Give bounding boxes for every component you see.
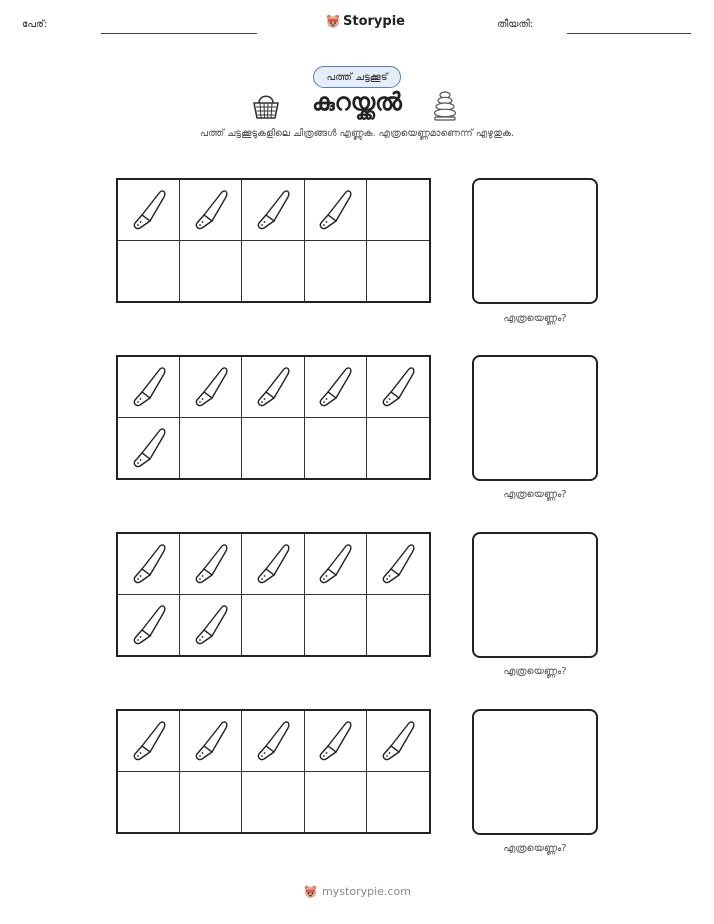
answer-box-4[interactable] bbox=[472, 709, 598, 835]
topic-pill: പത്ത് ചട്ടക്കൂട് bbox=[313, 66, 401, 88]
frame-cell bbox=[180, 711, 242, 772]
frame-cell bbox=[367, 772, 429, 833]
ring-stack-icon bbox=[432, 90, 458, 122]
frame-cell bbox=[367, 418, 429, 479]
frame-cell bbox=[118, 595, 180, 656]
answer-box-2[interactable] bbox=[472, 355, 598, 481]
frame-cell bbox=[305, 595, 367, 656]
frame-cell bbox=[180, 595, 242, 656]
frame-cell bbox=[367, 534, 429, 595]
frame-cell bbox=[118, 772, 180, 833]
frame-cell bbox=[242, 711, 304, 772]
how-many-label-2: എത്രയെണ്ണം? bbox=[503, 489, 567, 500]
knife-icon bbox=[191, 601, 231, 649]
knife-icon bbox=[315, 186, 355, 234]
frame-cell bbox=[242, 418, 304, 479]
storypie-bear-icon bbox=[325, 13, 341, 29]
frame-cell bbox=[305, 711, 367, 772]
how-many-label-1: എത്രയെണ്ണം? bbox=[503, 313, 567, 324]
frame-cell bbox=[242, 180, 304, 241]
frame-cell bbox=[305, 357, 367, 418]
knife-icon bbox=[191, 717, 231, 765]
knife-icon bbox=[191, 540, 231, 588]
knife-icon bbox=[378, 540, 418, 588]
answer-box-3[interactable] bbox=[472, 532, 598, 658]
frame-cell bbox=[118, 180, 180, 241]
worksheet-title: കുറയ്ക്കൽ bbox=[312, 88, 402, 116]
how-many-label-3: എത്രയെണ്ണം? bbox=[503, 666, 567, 677]
frame-cell bbox=[118, 534, 180, 595]
knife-icon bbox=[378, 717, 418, 765]
frame-cell bbox=[242, 357, 304, 418]
frame-cell bbox=[180, 534, 242, 595]
frame-cell bbox=[367, 711, 429, 772]
knife-icon bbox=[129, 717, 169, 765]
frame-cell bbox=[242, 241, 304, 302]
ten-frame-4 bbox=[116, 709, 431, 834]
frame-cell bbox=[242, 772, 304, 833]
frame-cell bbox=[367, 357, 429, 418]
footer bbox=[0, 884, 714, 899]
knife-icon bbox=[129, 363, 169, 411]
knife-icon bbox=[315, 363, 355, 411]
frame-cell bbox=[242, 534, 304, 595]
knife-icon bbox=[191, 186, 231, 234]
answer-box-1[interactable] bbox=[472, 178, 598, 304]
frame-cell bbox=[305, 180, 367, 241]
knife-icon bbox=[191, 363, 231, 411]
frame-cell bbox=[367, 241, 429, 302]
frame-cell bbox=[118, 418, 180, 479]
instructions: പത്ത് ചട്ടക്കൂടുകളിലെ ചിത്രങ്ങൾ എണ്ണുക. എത്രയെണ്ണമാണെന്ന് എഴുതുക. bbox=[199, 128, 515, 139]
frame-cell bbox=[305, 418, 367, 479]
brand-name: Storypie bbox=[343, 13, 405, 29]
name-line[interactable] bbox=[101, 33, 257, 34]
knife-icon bbox=[315, 717, 355, 765]
frame-cell bbox=[180, 241, 242, 302]
brand-logo bbox=[325, 13, 405, 29]
frame-cell bbox=[367, 595, 429, 656]
frame-cell bbox=[118, 357, 180, 418]
frame-cell bbox=[118, 241, 180, 302]
frame-cell bbox=[118, 711, 180, 772]
knife-icon bbox=[253, 186, 293, 234]
ten-frame-3 bbox=[116, 532, 431, 657]
name-label: പേര്: bbox=[22, 19, 48, 30]
frame-cell bbox=[305, 534, 367, 595]
frame-cell bbox=[305, 772, 367, 833]
knife-icon bbox=[129, 601, 169, 649]
frame-cell bbox=[180, 418, 242, 479]
frame-cell bbox=[305, 241, 367, 302]
date-label: തീയതി: bbox=[497, 19, 534, 30]
knife-icon bbox=[129, 424, 169, 472]
frame-cell bbox=[180, 772, 242, 833]
footer-url[interactable]: mystorypie.com bbox=[322, 885, 411, 898]
ten-frame-1 bbox=[116, 178, 431, 303]
frame-cell bbox=[367, 180, 429, 241]
date-line[interactable] bbox=[567, 33, 691, 34]
frame-cell bbox=[180, 180, 242, 241]
knife-icon bbox=[129, 186, 169, 234]
knife-icon bbox=[378, 363, 418, 411]
frame-cell bbox=[242, 595, 304, 656]
ten-frame-2 bbox=[116, 355, 431, 480]
knife-icon bbox=[253, 363, 293, 411]
knife-icon bbox=[315, 540, 355, 588]
knife-icon bbox=[129, 540, 169, 588]
frame-cell bbox=[180, 357, 242, 418]
how-many-label-4: എത്രയെണ്ണം? bbox=[503, 843, 567, 854]
storypie-bear-icon bbox=[303, 884, 318, 899]
knife-icon bbox=[253, 540, 293, 588]
knife-icon bbox=[253, 717, 293, 765]
